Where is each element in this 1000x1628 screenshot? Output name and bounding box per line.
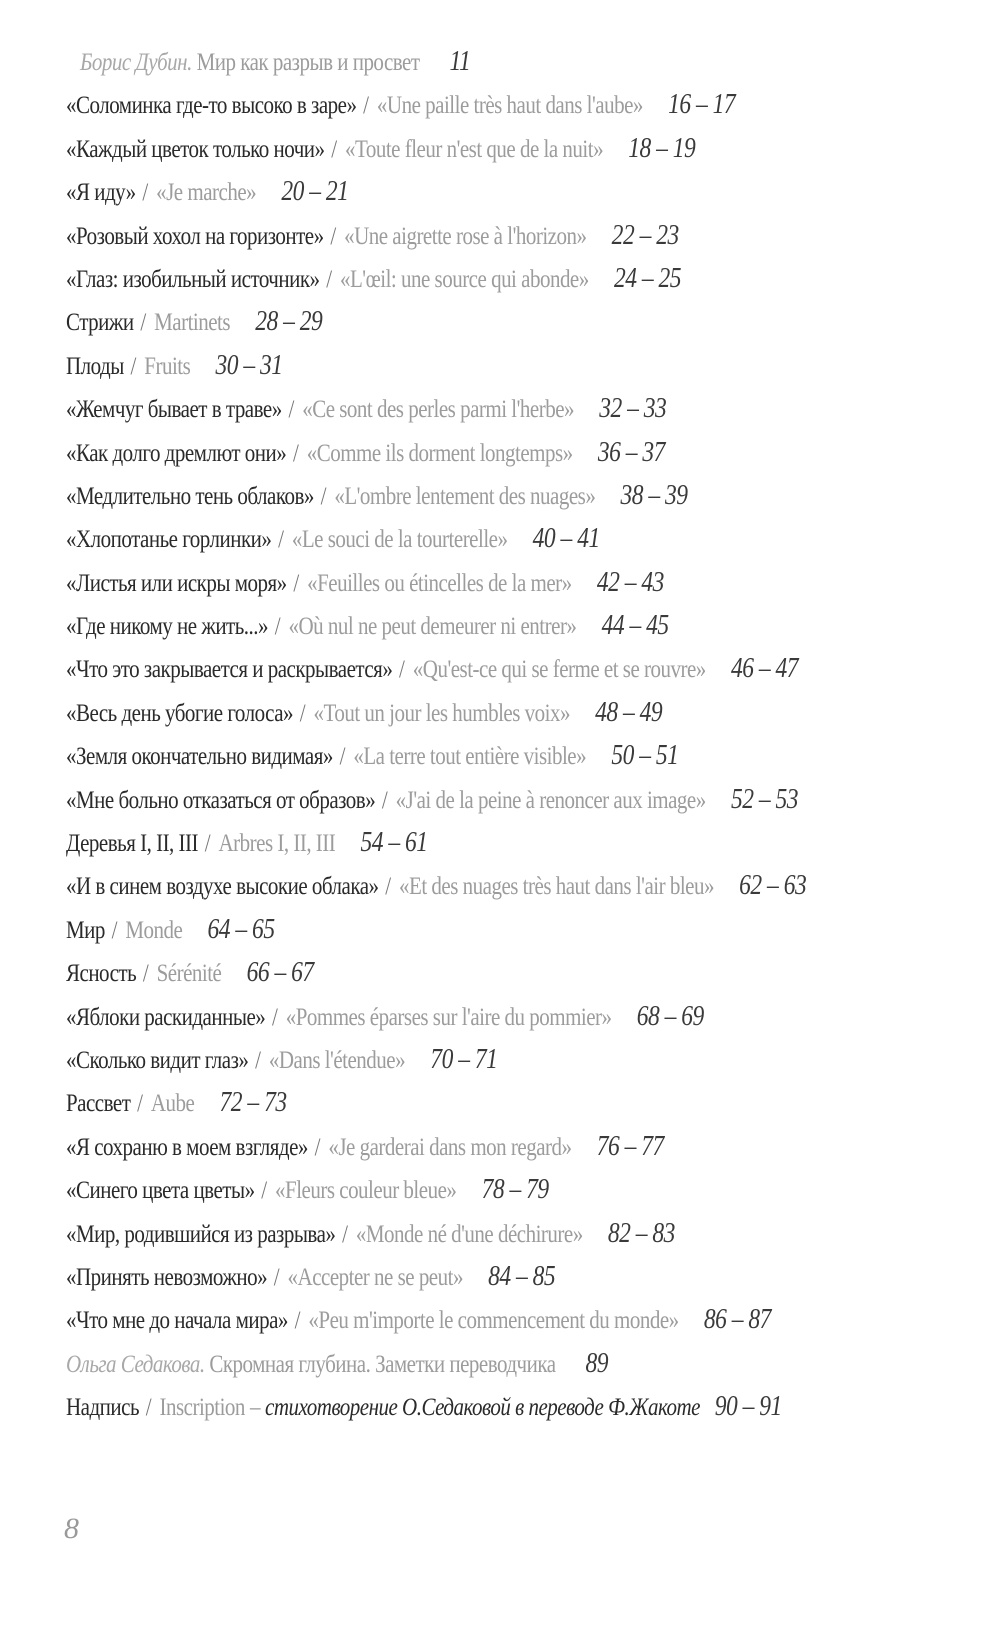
- entry-pages: 90 – 91: [714, 1391, 782, 1423]
- entry-french-title: Aube: [150, 1090, 195, 1118]
- entry-french-title: «L'œil: une source qui abonde»: [339, 265, 589, 293]
- separator: /: [320, 482, 326, 510]
- toc-entry: [66, 951, 856, 994]
- separator: /: [261, 1177, 267, 1205]
- toc-entry: [66, 778, 856, 821]
- entry-pages: 16 – 17: [668, 89, 736, 121]
- entry-french-title: «Je garderai dans mon regard»: [328, 1133, 572, 1161]
- entry-french-title: «Dans l'étendue»: [268, 1046, 406, 1074]
- separator: /: [326, 265, 332, 293]
- separator: /: [204, 830, 211, 858]
- entry-pages: 48 – 49: [595, 696, 663, 728]
- entry-pages: 66 – 67: [246, 957, 314, 989]
- toc-entry: [66, 1255, 856, 1298]
- entry-russian-title: «Мир, родившийся из разрыва»: [66, 1220, 336, 1248]
- entry-french-title: Inscription: [159, 1394, 245, 1422]
- toc-entry: [66, 908, 856, 951]
- separator: /: [130, 352, 136, 380]
- entry-russian-title: «Каждый цветок только ночи»: [66, 135, 325, 163]
- entry-russian-title: Стрижи: [66, 309, 134, 337]
- entry-russian-title: Надпись: [66, 1394, 140, 1422]
- intro-title: Мир как разрыв и просвет: [196, 49, 420, 76]
- entry-russian-title: «Земля окончательно видимая»: [66, 743, 333, 771]
- separator: /: [299, 699, 306, 727]
- entry-pages: 54 – 61: [360, 827, 428, 859]
- toc-entry: [66, 821, 856, 864]
- toc-entry: [66, 734, 856, 777]
- intro-author: Борис Дубин.: [80, 49, 192, 76]
- toc-entry: [66, 170, 856, 213]
- separator: /: [331, 135, 337, 163]
- entry-french-title: «Monde né d'une déchirure»: [355, 1220, 583, 1248]
- entry-french-title: «L'ombre lentement des nuages»: [334, 482, 596, 510]
- afterword-page: 89: [585, 1347, 609, 1379]
- separator: /: [293, 569, 299, 597]
- entry-russian-title: «Хлопотанье горлинки»: [66, 526, 272, 554]
- entry-pages: 52 – 53: [730, 783, 798, 815]
- entry-pages: 72 – 73: [219, 1087, 287, 1119]
- toc-afterword: [66, 1342, 856, 1385]
- entry-russian-title: «Розовый хохол на горизонте»: [66, 222, 324, 250]
- entry-pages: 32 – 33: [599, 393, 667, 425]
- separator: /: [330, 222, 336, 250]
- toc-entries: [66, 83, 1000, 1341]
- dash: –: [249, 1394, 260, 1422]
- entry-french-title: «Peu m'importe le commencement du monde»: [308, 1307, 679, 1335]
- entry-pages: 30 – 31: [215, 349, 283, 381]
- entry-russian-title: Мир: [66, 916, 105, 944]
- entry-russian-title: «Соломинка где-то высоко в заре»: [66, 92, 357, 120]
- toc-entry: [66, 431, 856, 474]
- separator: /: [273, 1263, 280, 1291]
- entry-french-title: «Où nul ne peut demeurer ni entrer»: [288, 613, 577, 641]
- separator: /: [339, 743, 345, 771]
- entry-french-title: Monde: [125, 916, 183, 944]
- entry-russian-title: «Мне больно отказаться от образов»: [66, 786, 376, 814]
- separator: /: [140, 309, 146, 337]
- page-number: 8: [64, 1512, 79, 1545]
- entry-russian-title: «Яблоки раскиданные»: [66, 1003, 266, 1031]
- entry-french-title: «Qu'est-ce qui se ferme et se rouvre»: [412, 656, 706, 684]
- afterword-title: Скромная глубина. Заметки переводчика: [209, 1350, 556, 1378]
- separator: /: [314, 1133, 320, 1161]
- toc-entry: [66, 127, 856, 170]
- toc-last-entry: [66, 1385, 856, 1428]
- entry-french-title: «Tout un jour les humbles voix»: [313, 699, 570, 727]
- separator: /: [363, 92, 369, 120]
- entry-pages: 64 – 65: [207, 913, 275, 945]
- separator: /: [255, 1046, 261, 1074]
- separator: /: [278, 526, 284, 554]
- entry-note: стихотворение О.Седаковой в переводе Ф.Жакоте: [265, 1394, 700, 1422]
- entry-russian-title: «Что это закрывается и раскрывается»: [66, 656, 393, 684]
- separator: /: [137, 1090, 143, 1118]
- toc-entry: [66, 1212, 856, 1255]
- entry-russian-title: «Где никому не жить...»: [66, 613, 269, 641]
- entry-russian-title: «Глаз: изобильный источник»: [66, 265, 320, 293]
- entry-french-title: «Comme ils dorment longtemps»: [306, 439, 573, 467]
- entry-pages: 38 – 39: [620, 479, 688, 511]
- toc-entry: [66, 604, 856, 647]
- entry-french-title: «Accepter ne se peut»: [287, 1263, 463, 1291]
- toc-entry: [66, 257, 856, 300]
- entry-russian-title: «Я сохраню в моем взгляде»: [66, 1133, 308, 1161]
- entry-french-title: «Une aigrette rose à l'horizon»: [344, 222, 587, 250]
- separator: /: [381, 786, 388, 814]
- separator: /: [288, 396, 294, 424]
- entry-pages: 62 – 63: [739, 870, 807, 902]
- entry-french-title: «Je marche»: [156, 179, 257, 207]
- separator: /: [385, 873, 391, 901]
- entry-french-title: «Feuilles ou étincelles de la mer»: [307, 569, 572, 597]
- toc-entry: [66, 691, 856, 734]
- entry-french-title: «La terre tout entière visible»: [353, 743, 587, 771]
- toc-entry: [66, 300, 856, 343]
- separator: /: [294, 1307, 300, 1335]
- entry-pages: 28 – 29: [255, 306, 323, 338]
- toc-entry: [66, 517, 856, 560]
- entry-pages: 18 – 19: [628, 132, 696, 164]
- separator: /: [271, 1003, 278, 1031]
- toc-entry: [66, 344, 856, 387]
- entry-pages: 44 – 45: [601, 610, 669, 642]
- toc-intro: [80, 40, 858, 83]
- separator: /: [142, 179, 148, 207]
- entry-french-title: «Fleurs couleur bleue»: [275, 1177, 457, 1205]
- entry-russian-title: Плоды: [66, 352, 124, 380]
- entry-pages: 36 – 37: [597, 436, 665, 468]
- toc-entry: [66, 83, 856, 126]
- entry-pages: 76 – 77: [596, 1130, 664, 1162]
- entry-russian-title: «Жемчуг бывает в траве»: [66, 396, 282, 424]
- toc-entry: [66, 474, 856, 517]
- separator: /: [142, 960, 149, 988]
- separator: /: [111, 916, 117, 944]
- entry-french-title: «J'ai de la peine à renoncer aux image»: [395, 786, 706, 814]
- entry-pages: 70 – 71: [430, 1043, 498, 1075]
- entry-pages: 22 – 23: [611, 219, 679, 251]
- entry-pages: 50 – 51: [611, 740, 679, 772]
- entry-russian-title: Деревья I, II, III: [66, 830, 199, 858]
- separator: /: [342, 1220, 348, 1248]
- intro-page: 11: [449, 46, 471, 77]
- entry-french-title: «Pommes éparses sur l'aire du pommier»: [285, 1003, 612, 1031]
- toc-entry: [66, 1125, 856, 1168]
- entry-pages: 86 – 87: [703, 1304, 771, 1336]
- entry-french-title: Martinets: [154, 309, 231, 337]
- entry-russian-title: Ясность: [66, 960, 137, 988]
- entry-french-title: «Le souci de la tourterelle»: [291, 526, 508, 554]
- entry-french-title: «Ce sont des perles parmi l'herbe»: [302, 396, 575, 424]
- entry-russian-title: Рассвет: [66, 1090, 131, 1118]
- entry-russian-title: «Медлительно тень облаков»: [66, 482, 314, 510]
- entry-russian-title: «И в синем воздухе высокие облака»: [66, 873, 379, 901]
- separator: /: [274, 613, 281, 641]
- entry-pages: 82 – 83: [607, 1217, 675, 1249]
- entry-russian-title: «Листья или искры моря»: [66, 569, 287, 597]
- entry-pages: 40 – 41: [532, 523, 600, 555]
- entry-french-title: «Une paille très haut dans l'aube»: [376, 92, 643, 120]
- entry-pages: 42 – 43: [596, 566, 664, 598]
- entry-russian-title: «Принять невозможно»: [66, 1263, 268, 1291]
- entry-pages: 68 – 69: [636, 1000, 704, 1032]
- toc-entry: [66, 214, 856, 257]
- toc-entry: [66, 1081, 856, 1124]
- toc-entry: [66, 995, 856, 1038]
- toc-entry: [66, 387, 856, 430]
- toc-entry: [66, 561, 856, 604]
- toc-entry: [66, 1168, 856, 1211]
- entry-french-title: Arbres I, II, III: [218, 830, 336, 858]
- toc-entry: [66, 864, 856, 907]
- toc-entry: [66, 1038, 856, 1081]
- toc-entry: [66, 1298, 856, 1341]
- separator: /: [292, 439, 299, 467]
- entry-french-title: Sérénité: [156, 960, 222, 988]
- entry-french-title: «Toute fleur n'est que de la nuit»: [344, 135, 604, 163]
- entry-russian-title: «Сколько видит глаз»: [66, 1046, 249, 1074]
- entry-pages: 24 – 25: [613, 262, 681, 294]
- entry-russian-title: «Я иду»: [66, 179, 136, 207]
- entry-french-title: «Et des nuages très haut dans l'air bleu»: [399, 873, 714, 901]
- entry-pages: 46 – 47: [731, 653, 799, 685]
- entry-pages: 20 – 21: [281, 176, 349, 208]
- entry-russian-title: «Что мне до начала мира»: [66, 1307, 288, 1335]
- entry-french-title: Fruits: [144, 352, 191, 380]
- separator: /: [145, 1394, 152, 1422]
- toc-entry: [66, 647, 856, 690]
- entry-russian-title: «Весь день убогие голоса»: [66, 699, 294, 727]
- entry-russian-title: «Как долго дремлют они»: [66, 439, 287, 467]
- entry-pages: 78 – 79: [481, 1174, 549, 1206]
- separator: /: [399, 656, 405, 684]
- entry-pages: 84 – 85: [488, 1260, 556, 1292]
- afterword-author: Ольга Седакова.: [66, 1350, 205, 1378]
- table-of-contents: [66, 40, 1000, 1429]
- entry-russian-title: «Синего цвета цветы»: [66, 1177, 255, 1205]
